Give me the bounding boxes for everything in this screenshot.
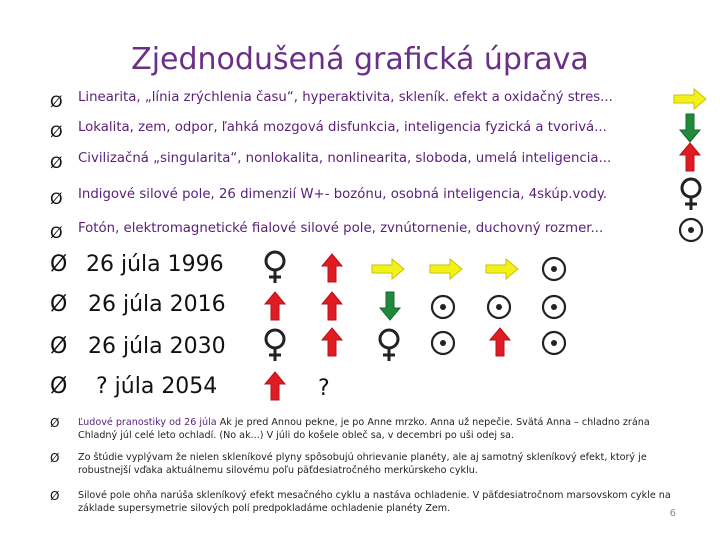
note-text: Zo štúdie vyplývam že nielen skleníkové plyny spôsobujú ohrievanie planéty, ale aj samotný skleníkový efekt, ktorý je robustnejší vďaka aktuálnemu silovému poľu päťdesiatročného merkúrskeho cyklu. [78,452,647,476]
circled-dot-icon [430,330,456,356]
list-line-text: Civilizačná „singularita“, nonlokalita, nonlinearita, sloboda, umelá inteligencia... [78,151,612,166]
red-arrow-up-icon [678,141,704,173]
yellow-arrow-right-icon [370,256,406,282]
circled-dot-icon [541,330,567,356]
date-label: ? júla 2054 [96,374,218,399]
circled-dot-icon [541,256,567,282]
circled-dot-icon [541,294,567,320]
date-label: 26 júla 1996 [86,252,224,277]
list-line-text: Lokalita, zem, odpor, ľahká mozgová disfunkcia, inteligencia fyzická a tvorivá... [78,120,607,135]
bullet-icon: Ø [50,374,68,399]
red-arrow-up-icon [263,290,287,322]
venus-symbol-icon [262,328,288,364]
bullet-icon: Ø [50,416,60,430]
note-body: Ak je pred Annou pekne, je po Anne mrzko. Anna už nepečie. Svätá Anna – chladno zrána Chladný júl celé leto ochladí. (No ak...) V júli do košele obleč sa, v decembri po uši odej sa. [78,417,650,441]
date-label: 26 júla 2030 [88,334,226,359]
bullet-icon: Ø [50,189,63,208]
bullet-icon: Ø [50,252,68,277]
venus-symbol-icon [376,328,402,364]
bullet-icon: Ø [50,489,60,503]
bullet-icon: Ø [50,292,68,317]
venus-symbol-icon [262,250,288,286]
yellow-arrow-right-icon [672,86,708,112]
date-label: 26 júla 2016 [88,292,226,317]
bullet-icon: Ø [50,334,68,359]
circled-dot-icon [430,294,456,320]
note-text [78,416,678,442]
green-arrow-down-icon [678,112,704,144]
list-line-text: Indigové silové pole, 26 dimenzií W+- bozónu, osobná inteligencia, 4skúp.vody. [78,187,608,202]
venus-symbol-icon [678,177,704,213]
question-mark: ? [318,376,330,401]
note-text: Silové pole ohňa narúša skleníkový efekt mesačného cyklu a nastáva ochladenie. V päťdesiatročnom marsovskom cykle na základe supersymetrie silových polí predpokladáme ochladenie planéty Zem. [78,490,671,514]
red-arrow-up-icon [320,290,344,322]
bullet-icon: Ø [50,451,60,465]
green-arrow-down-icon [378,290,404,322]
note-lead: Ľudové pranostiky od 26 júla [78,417,217,428]
bullet-icon: Ø [50,153,63,172]
yellow-arrow-right-icon [428,256,464,282]
red-arrow-up-icon [320,252,344,284]
bullet-icon: Ø [50,223,63,242]
bullet-icon: Ø [50,92,63,111]
list-line-text: Fotón, elektromagnetické fialové silové pole, zvnútornenie, duchovný rozmer... [78,221,604,236]
bullet-icon: Ø [50,122,63,141]
red-arrow-up-icon [488,326,512,358]
circled-dot-icon [486,294,512,320]
red-arrow-up-icon [320,326,344,358]
page-title: Zjednodušená grafická úprava [131,42,589,77]
yellow-arrow-right-icon [484,256,520,282]
page-number: 6 [669,508,676,519]
list-line-text: Linearita, „línia zrýchlenia času“, hyperaktivita, skleník. efekt a oxidačný stres... [78,90,613,105]
circled-dot-icon [678,217,704,243]
red-arrow-up-icon [263,370,287,402]
